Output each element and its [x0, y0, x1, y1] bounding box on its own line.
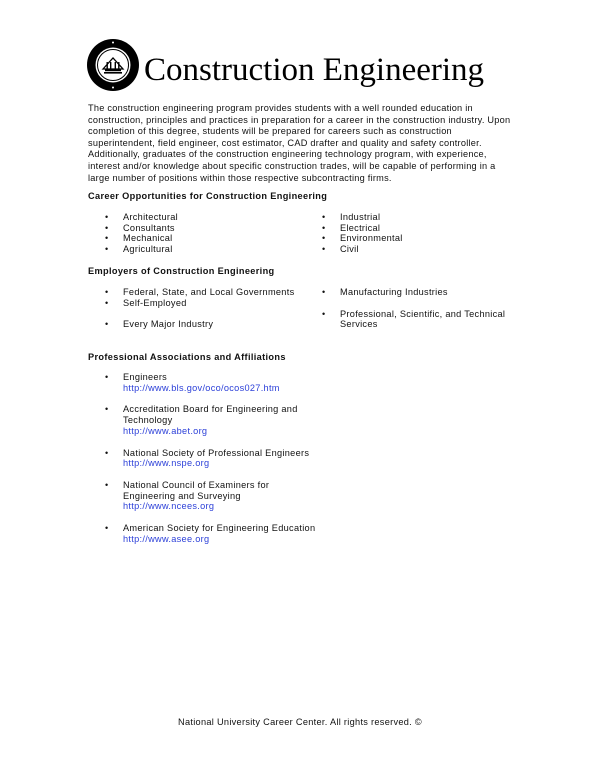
- association-name: National Society of Professional Engineers: [123, 447, 310, 458]
- list-item: • Mechanical: [123, 233, 313, 244]
- page-footer: National University Career Center. All rights reserved. ©: [178, 717, 422, 727]
- list-item: • Professional, Scientific, and Technical Services: [340, 309, 530, 330]
- list-item: • Environmental: [340, 233, 530, 244]
- page-title: Construction Engineering: [144, 52, 485, 88]
- list-item: • Consultants: [123, 223, 313, 234]
- list-item: • Federal, State, and Local Governments: [123, 287, 313, 298]
- association-link[interactable]: http://www.ncees.org: [123, 501, 215, 512]
- page-header: [86, 38, 526, 98]
- list-item: [123, 404, 323, 436]
- association-link[interactable]: http://www.asee.org: [123, 533, 210, 544]
- list-item: • Every Major Industry: [123, 319, 313, 330]
- associations-list: [123, 372, 323, 556]
- association-link[interactable]: http://www.bls.gov/oco/ocos027.htm: [123, 382, 280, 393]
- association-name: National Council of Examiners for Engineering and Surveying: [123, 480, 270, 501]
- list-item: • Agricultural: [123, 244, 313, 255]
- career-list-left: [123, 212, 313, 254]
- university-seal-logo: [86, 38, 140, 92]
- list-item: • Manufacturing Industries: [340, 287, 530, 298]
- intro-paragraph: The construction engineering program provides students with a well rounded education in construction, principles and practices in preparation for a career in the construction industry. Upon completion of this degree, students will be prepared for careers such as construction superintendent, field engineer, cost estimator, CAD drafter and quality and safety controller. Additionally, graduates of the construction engineering technology program, with experience, interest and/or knowledge about specific construction trades, will be capable of performing in a large number of positions within those respective subcontracting firms.: [88, 103, 511, 183]
- career-list-right: [340, 212, 530, 254]
- association-name: Engineers: [123, 372, 168, 382]
- association-name: American Society for Engineering Education: [123, 523, 316, 534]
- list-item: [123, 523, 323, 544]
- association-link[interactable]: http://www.nspe.org: [123, 458, 210, 469]
- association-link[interactable]: http://www.abet.org: [123, 425, 208, 436]
- list-item: • Architectural: [123, 212, 313, 223]
- associations-heading: Professional Associations and Affiliations: [88, 352, 286, 362]
- employers-list-left: [123, 287, 313, 341]
- list-item: • Self-Employed: [123, 298, 313, 309]
- association-name: Accreditation Board for Engineering and Technology: [123, 404, 298, 426]
- list-item: [123, 372, 323, 393]
- career-opportunities-heading: Career Opportunities for Construction Engineering: [88, 191, 328, 201]
- list-item: [123, 448, 323, 469]
- list-item: • Industrial: [340, 212, 530, 223]
- list-item: [123, 480, 323, 512]
- list-item: • Civil: [340, 244, 530, 255]
- employers-heading: Employers of Construction Engineering: [88, 266, 275, 276]
- list-item: • Electrical: [340, 223, 530, 234]
- employers-list-right: [340, 287, 530, 341]
